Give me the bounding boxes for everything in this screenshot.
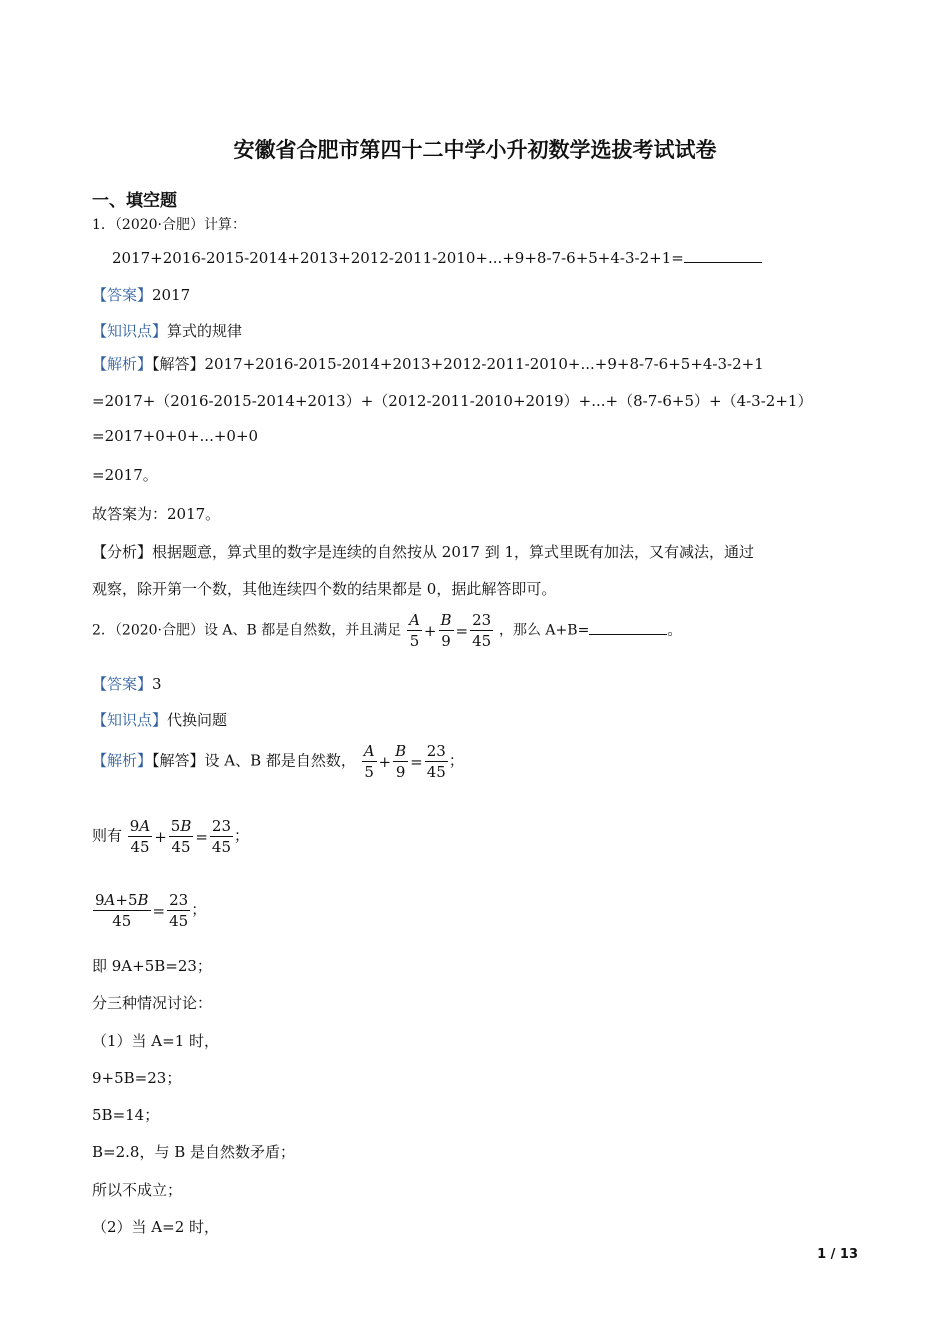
fraction: $\frac{A}{5}$ xyxy=(363,742,375,781)
fraction: $\frac{9A+5B}{45}$ xyxy=(95,891,149,930)
q1-header: 1．（2020·合肥）计算： xyxy=(92,217,246,233)
page-title: 安徽省合肥市第四十二中学小升初数学选拔考试试卷 xyxy=(233,138,717,162)
q2-step: 即 9A+5B=23； xyxy=(92,957,212,975)
fraction: $\frac{23}{45}$ xyxy=(169,891,189,930)
q2-answer: 【答案】3 xyxy=(92,675,162,693)
q1-fenxi: 【分析】根据题意，算式里的数字是连续的自然按从 2017 到 1，算式里既有加法，又有减法，通过 xyxy=(92,543,755,561)
q2-step: B=2.8，与 B 是自然数矛盾； xyxy=(92,1143,296,1161)
q1-step: =2017+（2016-2015-2014+2013）+（2012-2011-2010+2019）+...+（8-7-6+5）+（4-3-2+1） xyxy=(92,392,813,410)
q1-expression: 2017+2016-2015-2014+2013+2012-2011-2010+...+9+8-7-6+5+4-3-2+1= xyxy=(112,248,762,267)
q2-step: （1）当 A=1 时， xyxy=(92,1032,220,1050)
q1-fenxi: 观察，除开第一个数，其他连续四个数的结果都是 0，据此解答即可。 xyxy=(92,580,557,598)
fraction: $\frac{23}{45}$ xyxy=(426,742,446,781)
q2-step: 分三种情况讨论： xyxy=(92,994,213,1012)
q2-step: 则有 $\frac{9A}{45}$ + $\frac{5B}{45}$ = $\frac{23}{45}$ ； xyxy=(92,817,250,856)
answer-blank xyxy=(684,248,762,263)
q2-header: 2．（2020·合肥）设 A、B 都是自然数，并且满足 $\frac{A}{5}$ + $\frac{B}{9}$ = $\frac{23}{45}$ ，那么 A+B= 。 xyxy=(92,611,683,650)
q1-step: =2017+0+0+...+0+0 xyxy=(92,427,259,445)
q1-analysis: 【解析】【解答】2017+2016-2015-2014+2013+2012-2011-2010+...+9+8-7-6+5+4-3-2+1 xyxy=(92,355,764,373)
q1-answer: 【答案】2017 xyxy=(92,286,191,304)
q2-step: 9+5B=23； xyxy=(92,1069,182,1087)
fraction: $\frac{23}{45}$ xyxy=(211,817,232,856)
section-heading: 一、填空题 xyxy=(92,191,177,211)
fraction: $\frac{B}{9}$ xyxy=(440,611,452,650)
q2-knowledge: 【知识点】代换问题 xyxy=(92,711,228,729)
q1-knowledge: 【知识点】算式的规律 xyxy=(92,322,243,340)
q1-step: =2017。 xyxy=(92,466,158,484)
q2-step: 5B=14； xyxy=(92,1106,160,1124)
answer-blank xyxy=(589,620,667,635)
q2-step: 所以不成立； xyxy=(92,1181,183,1199)
fraction: $\frac{5B}{45}$ xyxy=(170,817,192,856)
q2-analysis: 【解析】【解答】设 A、B 都是自然数， $\frac{A}{5}$ + $\frac{B}{9}$ = $\frac{23}{45}$ ； xyxy=(92,742,464,781)
page-number: 1 / 13 xyxy=(817,1247,858,1262)
fraction: $\frac{23}{45}$ xyxy=(472,611,492,650)
q2-step: （2）当 A=2 时， xyxy=(92,1218,220,1236)
q2-step: $\frac{9A+5B}{45}$ = $\frac{23}{45}$ ； xyxy=(95,891,207,930)
fraction: $\frac{A}{5}$ xyxy=(409,611,420,650)
q1-conclusion: 故答案为：2017。 xyxy=(92,505,221,523)
fraction: $\frac{B}{9}$ xyxy=(395,742,407,781)
fraction: $\frac{9A}{45}$ xyxy=(129,817,151,856)
